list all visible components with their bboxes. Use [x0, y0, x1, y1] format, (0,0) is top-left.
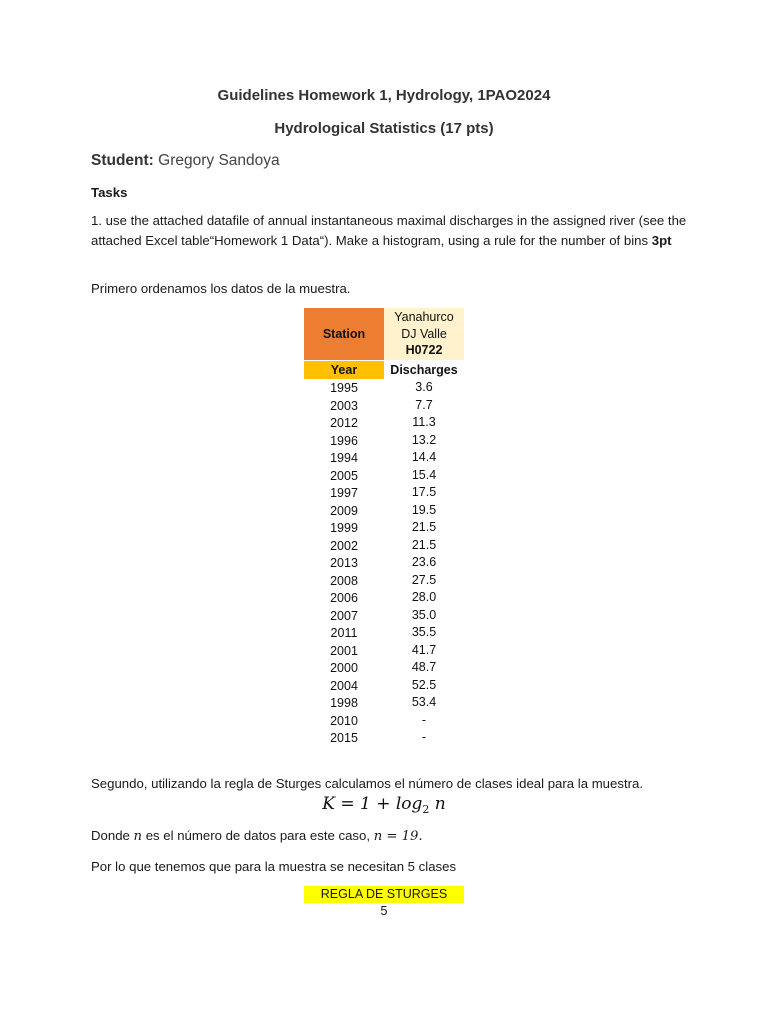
station-name-line1: Yanahurco	[394, 310, 454, 325]
table-row	[304, 607, 464, 625]
year-cell: 2003	[330, 398, 358, 413]
formula-log-base: 2	[422, 803, 430, 816]
table-row	[304, 659, 464, 677]
discharge-cell: 35.0	[411, 607, 437, 622]
table-row	[304, 519, 464, 537]
table-row	[304, 432, 464, 450]
discharge-cell: 48.7	[411, 660, 437, 674]
sturges-formula	[0, 794, 768, 816]
document-title: Guidelines Homework 1, Hydrology, 1PAO2024	[217, 87, 551, 104]
table-row	[304, 712, 464, 730]
discharge-cell: 13.2	[411, 432, 437, 447]
year-cell: 2013	[330, 556, 358, 570]
sturges-value: 5	[380, 904, 388, 918]
document-subtitle: Hydrological Statistics (17 pts)	[274, 120, 494, 137]
station-code: H0722	[405, 343, 443, 358]
year-cell: 2004	[330, 678, 358, 693]
table-row	[304, 449, 464, 467]
year-cell: 1996	[330, 433, 358, 448]
discharge-cell: -	[421, 712, 427, 727]
year-cell: 2009	[330, 503, 358, 518]
table-row	[304, 502, 464, 520]
discharge-table	[304, 308, 464, 747]
discharge-cell: 17.5	[411, 485, 437, 499]
table-row	[304, 484, 464, 502]
tasks-heading: Tasks	[91, 185, 128, 200]
column-header-year: Year	[304, 361, 384, 379]
sturges-label: REGLA DE STURGES	[304, 886, 464, 903]
formula-lhs: K = 1 + log	[322, 794, 423, 814]
year-cell: 2007	[330, 608, 358, 623]
year-cell: 1995	[330, 381, 358, 395]
por-paragraph: Por lo que tenemos que para la muestra se necesitan 5 clases	[91, 859, 457, 874]
discharge-cell: 28.0	[411, 590, 437, 604]
task1-points: 3pt	[651, 232, 672, 248]
discharge-cell: 14.4	[411, 450, 437, 464]
task1-paragraph	[91, 211, 691, 250]
year-cell: 2006	[330, 591, 358, 605]
table-column-header	[304, 361, 464, 379]
table-row	[304, 397, 464, 415]
year-cell: 2008	[330, 573, 358, 588]
table-row	[304, 537, 464, 555]
station-label-cell: Station	[304, 308, 384, 360]
table-row	[304, 554, 464, 572]
station-name-cell	[384, 308, 464, 360]
student-line	[91, 152, 280, 170]
donde-pre: Donde	[91, 828, 134, 843]
year-cell: 2010	[330, 713, 358, 728]
column-header-discharges: Discharges	[390, 363, 458, 377]
discharge-cell: -	[421, 730, 427, 744]
discharge-cell: 35.5	[411, 625, 437, 639]
discharge-cell: 21.5	[411, 537, 437, 552]
formula-rhs: n	[429, 794, 446, 814]
table-row	[304, 642, 464, 660]
student-name: Gregory Sandoya	[158, 152, 280, 169]
year-cell: 2001	[330, 643, 358, 658]
table-row	[304, 624, 464, 642]
discharge-cell: 3.6	[415, 380, 433, 394]
table-row	[304, 414, 464, 432]
discharge-cell: 52.5	[411, 677, 437, 692]
sturges-result	[304, 886, 464, 919]
discharge-cell: 11.3	[412, 415, 436, 429]
table-body	[304, 379, 464, 747]
station-name-line2: DJ Valle	[401, 326, 447, 341]
discharge-cell: 21.5	[411, 520, 437, 534]
donde-paragraph	[91, 826, 691, 847]
discharge-cell: 7.7	[415, 397, 433, 412]
discharge-cell: 41.7	[411, 642, 437, 657]
student-label: Student:	[91, 152, 154, 169]
discharge-cell: 27.5	[411, 572, 437, 587]
table-station-header	[304, 308, 464, 360]
discharge-cell: 53.4	[411, 695, 437, 709]
table-row	[304, 467, 464, 485]
year-cell: 1998	[330, 696, 358, 710]
table-row	[304, 677, 464, 695]
year-cell: 2015	[330, 731, 358, 745]
segundo-paragraph: Segundo, utilizando la regla de Sturges calculamos el número de clases ideal para la muestra.	[91, 776, 643, 791]
table-row	[304, 694, 464, 712]
donde-eq: n = 19.	[373, 829, 423, 844]
year-cell: 2002	[330, 538, 358, 553]
discharge-cell: 19.5	[411, 502, 437, 517]
task1-text: 1. use the attached datafile of annual instantaneous maximal discharges in the assigned river (see the attached Excel table“Homework 1 Data“). Make a histogram, using a rule for the number of bins	[91, 213, 687, 248]
year-cell: 2000	[330, 661, 358, 675]
year-cell: 2011	[330, 626, 358, 640]
year-cell: 1997	[330, 486, 358, 500]
year-cell: 1994	[330, 451, 358, 465]
donde-mid: es el número de datos para este caso,	[142, 828, 374, 843]
discharge-cell: 23.6	[411, 555, 437, 569]
year-cell: 2012	[330, 416, 358, 430]
primero-paragraph: Primero ordenamos los datos de la muestra.	[91, 281, 351, 296]
table-row	[304, 589, 464, 607]
table-row	[304, 379, 464, 397]
year-cell: 1999	[330, 521, 358, 535]
discharge-cell: 15.4	[411, 467, 437, 482]
year-cell: 2005	[330, 468, 358, 483]
donde-var: n	[133, 829, 143, 844]
table-row	[304, 572, 464, 590]
table-row	[304, 729, 464, 747]
